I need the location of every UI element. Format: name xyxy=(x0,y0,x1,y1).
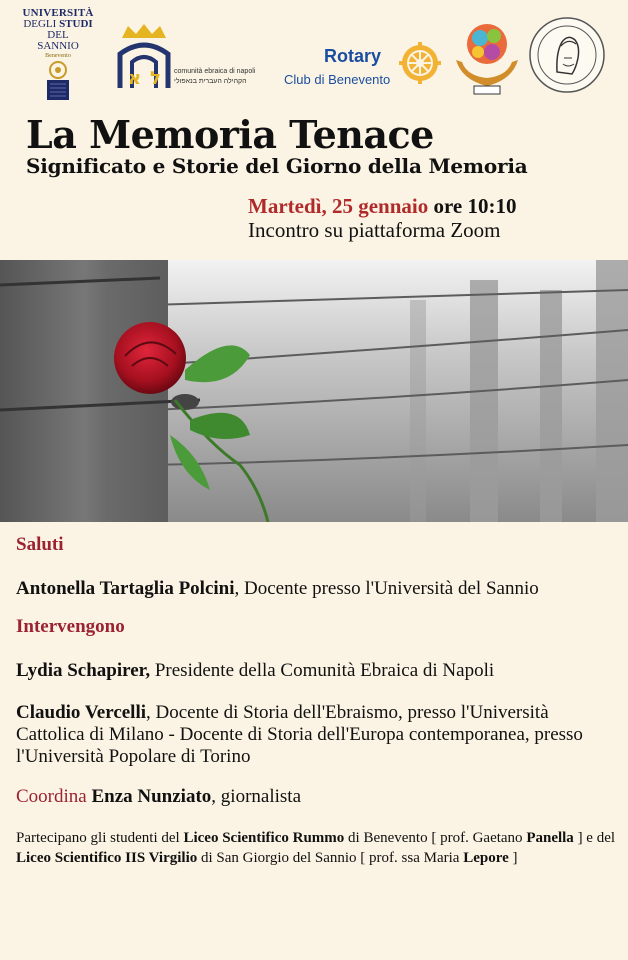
university-city: Benevento xyxy=(45,53,71,59)
event-date-time xyxy=(248,194,517,219)
event-time: ore 10:10 xyxy=(428,194,517,218)
participants-note: Partecipano gli studenti del Liceo Scientifico Rummo di Benevento [ prof. Gaetano Panella ] e del Liceo Scientifico IIS Virgilio di San Giorgio del Sannio [ prof. ssa Maria Lepore ] xyxy=(16,830,616,866)
brain-hands-logo-icon xyxy=(452,20,522,96)
logo-bar xyxy=(0,0,628,110)
coordina-role: , giornalista xyxy=(211,786,301,807)
event-venue: Incontro su piattaforma Zoom xyxy=(248,218,501,242)
coordina-name: Enza Nunziato xyxy=(91,786,212,807)
speaker-role: , Docente di Storia dell'Ebraismo, presso l'Università Cattolica di Milano - Docente di Storia dell'Europa contemporanea, presso l'Università Popolare di Torino xyxy=(16,702,583,767)
saluti-speaker xyxy=(16,578,616,600)
rotary-club-name: Club di Benevento xyxy=(284,72,391,87)
event-title: La Memoria Tenace xyxy=(26,112,434,157)
university-name-line3: DEL xyxy=(47,29,69,41)
svg-text:ל: ל xyxy=(150,68,161,89)
svg-text:א: א xyxy=(128,68,142,89)
university-name-line4: SANNIO xyxy=(37,40,79,52)
comunita-emblem-icon xyxy=(114,24,174,94)
rotary-wheel-icon xyxy=(399,42,441,84)
saluti-speaker-role: , Docente presso l'Università del Sannio xyxy=(234,578,539,599)
program-section xyxy=(16,534,616,868)
university-name-line1: UNIVERSITÀ xyxy=(22,7,94,19)
speaker-entry xyxy=(16,660,616,682)
portrait-medal-logo-icon xyxy=(528,16,606,94)
comunita-name-italian: comunità ebraica di napoli xyxy=(174,68,256,75)
speaker-role: Presidente della Comunità Ebraica di Napoli xyxy=(150,660,495,681)
speaker-name: Lydia Schapirer, xyxy=(16,660,151,681)
event-subtitle: Significato e Storie del Giorno della Memoria xyxy=(26,154,528,178)
event-date: Martedì, 25 gennaio xyxy=(248,194,429,218)
comunita-ebraica-logo xyxy=(114,24,284,94)
saluti-speaker-name: Antonella Tartaglia Polcini xyxy=(16,578,235,599)
university-crest-icon xyxy=(41,61,75,99)
rotary-logo xyxy=(282,42,442,92)
coordina-label: Coordina xyxy=(16,786,87,807)
speaker-entry xyxy=(16,702,616,768)
intervengono-heading: Intervengono xyxy=(16,616,125,637)
barbed-wire-rose-photo xyxy=(0,260,628,522)
university-name-line2b: STUDI xyxy=(59,18,93,30)
coordina-line xyxy=(16,786,616,808)
university-logo xyxy=(22,8,94,99)
speaker-name: Claudio Vercelli xyxy=(16,702,147,723)
saluti-heading: Saluti xyxy=(16,534,64,555)
rotary-name: Rotary xyxy=(324,46,382,66)
comunita-name-hebrew: הקהילה העברית בנאפולי xyxy=(174,78,247,85)
university-name-line2a: DEGLI xyxy=(23,18,60,30)
